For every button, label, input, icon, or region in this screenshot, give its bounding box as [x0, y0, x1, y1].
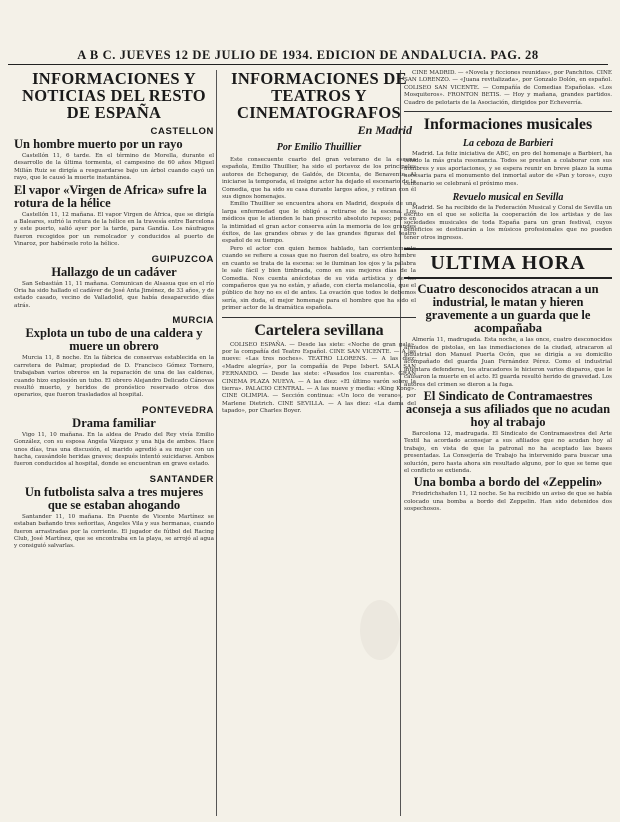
divider	[404, 111, 612, 112]
article-body: Barcelona 12, madrugada. El Sindicato de Contramaestres del Arte Textil ha acordado aconsejar a sus afiliados que no acudan hoy al trabajo, en vista de que la patronal no ha aceptado las bases presentadas. La Consejería de Trabajo ha intervenido para buscar una solución, pero hasta ahora sin resultado alguno, por lo que se teme que el conflicto se extienda.	[404, 430, 612, 474]
headline: Drama familiar	[72, 415, 156, 430]
article-body: Almería 11, madrugada. Esta noche, a las once, cuatro desconocidos armados de pistolas, en las inmediaciones de la ciudad, atracaron al industrial don Manuel Puerta Ocón, que se dirigía a su domicilio acompañado del guarda Juan Fernández Pérez. Como el industrial intentara defenderse, los atracadores le hicieron varios disparos, que le causaron la muerte en el acto. El guarda resultó herido de gravedad. Los autores del crimen se dieron a la fuga.	[404, 337, 612, 388]
headline: Cuatro desconocidos atracan a un industrial, le matan y hieren gravemente a un guarda que le acompañaba	[417, 282, 599, 336]
right-column	[404, 70, 612, 818]
region-label: MURCIA	[172, 315, 214, 327]
subheadline: La ceboza de Barbieri	[462, 138, 554, 150]
byline: Por Emilio Thuillier	[276, 142, 362, 153]
location-label: En Madrid	[357, 123, 412, 137]
headline: Un hombre muerto por un rayo	[14, 137, 183, 151]
section-title: Cartelera sevillana	[254, 321, 384, 339]
article-body: Murcia 11, 8 noche. En la fábrica de conservas establecida en la carretera de Palmar, propiedad de D. Francisco Gómez Tornero, trabajaban varios obreros en la reparación de una de las calderas, cuando hizo explosión un tubo. El obrero Alejandro Delicado Cánovas resultó muerto, y heridos de pronóstico reservado otros dos operarios, que fueron trasladados al hospital.	[14, 355, 214, 399]
listings-body: CINE MADRID. — «Novela y ficciones reunidas», por Panchitos. CINE SAN LORENZO. — «Juana revitalizada», por Gonzalo Dolón, en español. COLISEO SAN VICENTE. — Compañía de Comedias Españolas. «Los Mosquiteros». FRONTON BETIS. — Hoy y mañana, grandes partidos. Cuadro de pelotaris de la Asociación, dirigidos por Echeverría.	[404, 70, 612, 106]
article-body: Castellón 11, 12 mañana. El vapor Virgen de África, que se dirigía a Baleares, sufrió la rotura de la hélice en la travesía entre Barcelona y este puerto, salió ayer por la tarde, para Gandía. Los náufragos fueron recogidos por un remolcador y conducidos al puerto de Vinaroz, por habérsele roto la hélice.	[14, 211, 214, 248]
listings-body: COLISEO ESPAÑA. — Desde las siete: «Noche de gran gala», por la compañía del Teatro Español. CINE SAN VICENTE. — A las nueve: «Las tres noches». TEATRO LLORENS. — A las diez: «Madre alegría», por la compañía de Pepe Isbert. SALA SAN FERNANDO. — Desde las siete: «Pasados los cuarenta». GRAN CINEMA PLAZA NUEVA. — A las diez: «El último varón sobre la tierra». PALACIO CENTRAL. — A las nueve y media: «King Kong». CINE OLIMPIA. — Sección continua: «Un loco de verano», por Marlene Dietrich. CINE SEVILLA. — A las diez: «La dama del tapado», por Charles Boyer.	[222, 341, 416, 415]
region-label: PONTEVEDRA	[142, 404, 214, 416]
headline: Explota un tubo de una caldera y muere un obrero	[25, 326, 203, 354]
headline: Un futbolista salva a tres mujeres que se estaban ahogando	[24, 484, 204, 512]
headline: El Sindicato de Contramaestres aconseja a sus afiliados que no acudan hoy al trabajo	[405, 388, 611, 429]
article-body: Santander 11, 10 mañana. En Puente de Vicente Martínez se estaban bañando tres señoritas, Angeles Vila y sus hermanas, cuando fueron arrastradas por la corriente. El jugador de fútbol del Racing Club, José Martínez, que se encontraba en la playa, se arrojó al agua y consiguió salvarlas.	[14, 513, 214, 550]
divider	[222, 317, 416, 318]
section-title: Informaciones musicales	[423, 116, 593, 134]
ultima-hora-title: ULTIMA HORA	[404, 248, 612, 279]
article-body: Este consecuente cuarto del gran veterano de la escena española, Emilio Thuillier, ha sido el portavoz de los principales autores de Echegaray, de Galdós, de Dicenta, de Benavente. Al iniciarse la temporada, el insigne actor ha dejado el escenario de la Comedia, que ha sido su casa durante largos años, y retiran con él sus dignos homenajes. Emilio Thuillier se encuentra ahora en Madrid, después de una larga enfermedad que le obligó a retirarse de la escena. Los médicos que le atienden le han prescrito absoluto reposo; pero en la intimidad el gran actor conserva aún la memoria de los grandes éxitos, de las grandes obras y de las grandes figuras del teatro español de su tiempo. Pero el actor con quien hemos hablado, tan corrientemente cuando se refiere a cosas que no fueron del teatro, es otro hombre en cuanto se trata de la escena: se le iluminan los ojos y la palabra le sale fácil y bien timbrada, como en sus mejores días de la Comedia. Nos cuenta anécdotas de su vida artística y de los compañeros que ya no están, y añade, con cierta melancolía, que el público de hoy no es el de antes. La ovación que todos le debemos sería, sin duda, el mejor homenaje para el hombre que ha sido el primer actor de la dramática española.	[222, 157, 416, 312]
left-column	[14, 70, 214, 818]
middle-column	[222, 70, 416, 818]
subheadline: Revuelo musical en Sevilla	[452, 192, 564, 204]
article-body: Friedrichshafen 11, 12 noche. Se ha recibido un aviso de que se había colocado una bomba a bordo del Zeppelin. Han sido detenidos dos sospechosos.	[404, 491, 612, 513]
article-body: Castellón 11, 6 tarde. En el término de Morella, durante el desarrollo de la última tormenta, el campesino de 60 años Miguel Millán Ruiz se dirigía a resguardarse bajo un árbol cuando cayó un rayo, que le causó la muerte instantánea.	[14, 153, 214, 182]
section-title: INFORMACIONES DE TEATROS Y CINEMATOGRAFOS	[231, 70, 407, 122]
section-title: INFORMACIONES Y NOTICIAS DEL RESTO DE ESPAÑA	[22, 70, 206, 122]
headline: Una bomba a bordo del «Zeppelin»	[413, 475, 603, 490]
region-label: GUIPUZCOA	[151, 253, 214, 265]
headline: El vapor «Virgen de Africa» sufre la rotura de la hélice	[14, 182, 207, 210]
page-masthead: A B C. JUEVES 12 DE JULIO DE 1934. EDICION DE ANDALUCIA. PAG. 28	[8, 48, 608, 65]
column-rule	[216, 70, 217, 816]
region-label: CASTELLON	[150, 126, 214, 137]
region-label: SANTANDER	[149, 473, 214, 485]
article-body: Madrid. La feliz iniciativa de ABC, en pro del homenaje a Barbieri, ha tenido la más grata resonancia. Todos se prestan a colaborar con sus nombres y sus aportaciones, y se espera reunir en breve plazo la suma necesaria para el monumento del inmortal autor de «Pan y toros», cuyo centenario se celebrará el próximo mes.	[404, 151, 612, 187]
headline: Hallazgo de un cadáver	[51, 264, 177, 279]
article-body: Vigo 11, 10 mañana. En la aldea de Prado del Rey vivía Emilio González, con su esposa Angela Vázquez y una hija de ambos. Hace unos días, tras una discusión, el marido agredió a su mujer con un hacha, causándole heridas graves; después intentó suicidarse. Ambos fueron conducidos al hospital, donde se encuentran en grave estado.	[14, 431, 214, 468]
article-body: San Sebastián 11, 11 mañana. Comunican de Alsasua que en el río Oria ha sido hallado el cadáver de José Anta Jiménez, de 33 años, y de estado casado, vecino de Valladolid, que había desaparecido días atrás.	[14, 280, 214, 309]
article-body: Madrid. Se ha recibido de la Federación Musical y Coral de Sevilla un escrito en el que se solicita la cooperación de los artistas y de las sociedades musicales de toda España para un gran festival, cuyos beneficios se destinarán a los músicos profesionales que no pueden tener otros ingresos.	[404, 205, 612, 241]
